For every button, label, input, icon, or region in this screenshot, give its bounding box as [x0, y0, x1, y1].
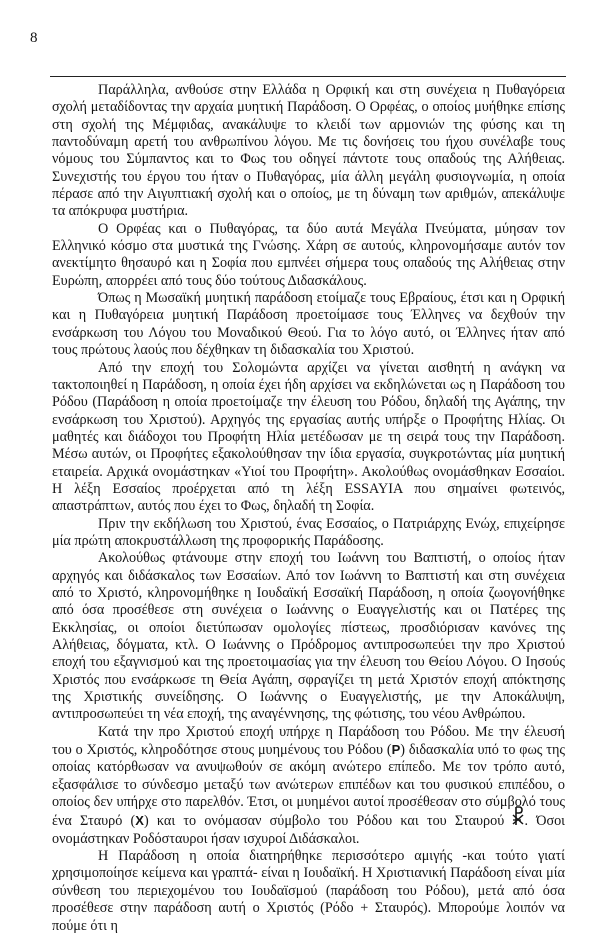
- rose-cross-text-3: ) και το ονόμασαν σύμβολο του Ρόδου και του Σταυρού: [143, 813, 513, 830]
- rho-symbol: P: [391, 742, 401, 758]
- rose-cross-text-4: . Όσοι ονομάστηκαν Ροδόσταυροι ήσαν ισχυροί Διδάσκαλοι.: [52, 813, 565, 847]
- rose-cross-text-2: ) διδασκαλία υπό το φως της οποίας κατόρθωσαν να ανυψωθούν σε ακόμη ανώτερο επίπεδο. Με τον τρόπο αυτό, εξασφάλισε το σύνδεσμο μεταξύ των ανώτερων επιπέδων και του φυσικού επιπέδου, ο οποίος δεν υπήρχε στο παρελθόν. Έτσι, οι μυημένοι αυτοί προσέθεσαν στο σύμβολό τους ένα Σταυρό (: [52, 742, 565, 830]
- paragraph-mosaic-tradition: Όπως η Μωσαϊκή μυητική παράδοση ετοίμαζε τους Εβραίους, έτσι και η Ορφική και η Πυθαγόρεια μυητική Παράδοση προετοίμασε τους Έλληνες να δεχθούν την ενσάρκωση του Λόγου του Μοναδικού Θεού. Για το λόγο αυτό, οι Έλληνες ήταν από τους πρώτους λαούς που δέχθηκαν τη διδασκαλία του Χριστού.: [52, 290, 565, 359]
- paragraph-great-spirits: Ο Ορφέας και ο Πυθαγόρας, τα δύο αυτά Μεγάλα Πνεύματα, μύησαν τον Ελληνικό κόσμο στα μυστικά της Γνώσης. Χάρη σε αυτούς, κληρονομήσαμε αυτόν τον ανεκτίμητο θησαυρό και η Σοφία που εμπνέει σήμερα τους οπαδούς της Αλήθειας στην Ευρώπη, απορρέει από τους δύο τούτους Διδασκάλους.: [52, 220, 565, 289]
- paragraph-orphic-pythagorean: Παράλληλα, ανθούσε στην Ελλάδα η Ορφική και στη συνέχεια η Πυθαγόρεια σχολή μεταδίδοντας την αρχαία μυητική Παράδοση. Ο Ορφέας, ο οποίος μυήθηκε επίσης στη σχολή της Μέμφιδας, ανακάλυψε το κλειδί των αρμονιών της φύσης και τη παντοδύναμη αρετή του ανθρωπίνου λόγου. Με τις δονήσεις του ήχου συνέλαβε τους νόμους του Σύμπαντος και το Φως του οδηγεί πάντοτε τους οπαδούς της Αλήθειας. Συνεχιστής του έργου του ήταν ο Πυθαγόρας, μία άλλη μεγάλη φυσιογνωμία, η οποία πέρασε από την Αιγυπτιακή σχολή και ο οποίος, με τη δύναμη των αριθμών, απεκάλυψε τα απόκρυφα μυστήρια.: [52, 82, 565, 220]
- paragraph-john-baptist: Ακολούθως φτάνουμε στην εποχή του Ιωάννη του Βαπτιστή, ο οποίος ήταν αρχηγός και διδάσκαλος των Εσσαίων. Από τον Ιωάννη το Βαπτιστή και στη συνέχεια από το Χριστό, κληρονομήθηκε η Ιουδαϊκή Εσσαϊκή Παράδοση, η οποία ζωογονήθηκε από όσα προσέθεσε στη συνέχεια ο Ιωάννης ο Ευαγγελιστής και οι Πατέρες της Εκκλησίας, οι οποίοι διετύπωσαν ομολογίες πίστεως, προσδιόρισαν κανόνες της Αλήθειας, δόγματα, κτλ. Ο Ιωάννης ο Πρόδρομος αντιπροσωπεύει την προ Χριστού εποχή του εξαγνισμού και της προετοιμασίας για την έλευση του Θείου Λόγου. Ο Ιησούς Χριστός που ενσάρκωσε τη Θεία Αγάπη, σφραγίζει τη μετά Χριστόν εποχή απόκτησης της Χριστικής συνείδησης. Ο Ιωάννης ο Ευαγγελιστής, με την Αποκάλυψη, αντιπροσωπεύει τη νέα εποχή, της αναγέννησης, της φώτισης, του νέου Ανθρώπου.: [52, 550, 565, 723]
- chi-symbol: X: [135, 813, 144, 829]
- paragraph-enoch: Πριν την εκδήλωση του Χριστού, ένας Εσσαίος, ο Πατριάρχης Ενώχ, επιχείρησε μία πρώτη αποκρυστάλλωση της προφορικής Παράδοσης.: [52, 515, 565, 549]
- page-number: 8: [30, 30, 38, 46]
- paragraph-solomon-essenes: Από την εποχή του Σολομώντα αρχίζει να γίνεται αισθητή η ανάγκη να τακτοποιηθεί η Παράδοση, η οποία έχει ήδη αρχίσει να εκδηλώνεται ως η Παράδοση του Ρόδου (Παράδοση η οποία προετοίμαζε την έλευση του Ρόδου, δηλαδή της Αγάπης, την ενσάρκωση του Χριστού). Αρχηγός της εργασίας αυτής υπήρξε ο Προφήτης Ηλίας. Οι μαθητές και διάδοχοι του Προφήτη Ηλία μετέδωσαν με τη σειρά τους την Παράδοση. Μέσω αυτών, οι Προφήτες εξακολούθησαν την ίδια εργασία, συγκροτώντας μία μυητική εταιρεία. Αρχικά ονομάστηκαν «Υιοί του Προφήτη». Ακολούθως ονομάσθηκαν Εσσαίοι. Η λέξη Εσσαίος προέρχεται από τη λέξη ESSAYIA που σημαίνει φωτεινός, απαστράπτων, αυτός που έχει το Φως, δηλαδή τη Σοφία.: [52, 359, 565, 515]
- rho-cross-icon: [512, 811, 524, 827]
- body-text: [52, 82, 565, 935]
- paragraph-judaic-tradition: Η Παράδοση η οποία διατηρήθηκε περισσότερο αμιγής -και τούτο γιατί χρησιμοποίησε κείμενα και γραπτά- είναι η Ιουδαϊκή. Η Χριστιανική Παράδοση είναι μία σύνθεση του περιεχομένου του Ιουδαϊσμού (παράδοση του Ρόδου), μετά από όσα προσέθεσε στην παράδοση αυτή ο Χριστός (Ρόδο + Σταυρός). Μπορούμε λοιπόν να πούμε ότι η: [52, 848, 565, 934]
- rose-cross-text-1: Κατά την προ Χριστού εποχή υπήρχε η Παράδοση του Ρόδου. Με την έλευσή του ο Χριστός, κληροδότησε στους μυημένους του Ρόδου (: [52, 723, 565, 759]
- paragraph-rose-cross: [52, 724, 565, 848]
- header-rule: [50, 76, 566, 77]
